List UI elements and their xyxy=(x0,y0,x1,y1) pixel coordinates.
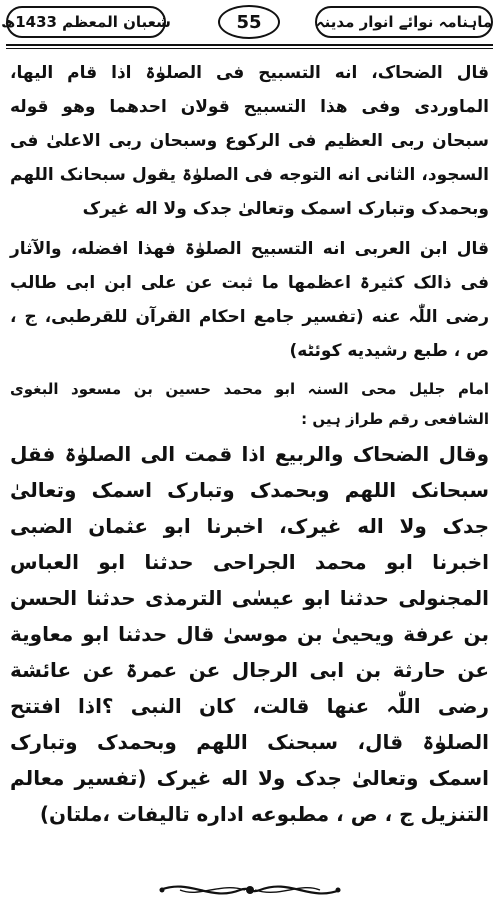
article-body xyxy=(10,56,489,832)
paragraph-dahhak: قال الضحاک، انه التسبیح فی الصلوٰۃ اذا قام الیها، الماوردی وفی هذا التسبیح قولان احدهما وهو قوله سبحان ربی العظیم فی الرکوع وسبحان ربی الاعلیٰ فی السجود، الثانی انه التوجه فی الصلوٰۃ یقول سبحانک اللهم وبحمدک وتبارک اسمک وتعالیٰ جدک ولا اله غیرک xyxy=(10,63,489,219)
issue-date-badge: شعبان المعظم 1433ھ xyxy=(6,6,166,38)
page-header xyxy=(1,4,493,46)
magazine-title: ماہنامہ نوائے انوار مدینہ xyxy=(315,6,493,38)
header-rule xyxy=(6,44,493,46)
paragraph-baghawi-quote: وقال الضحاک والربیع اذا قمت الی الصلوٰۃ فقل سبحانک اللهم وبحمدک وتبارک اسمک وتعالیٰ جدک ولا اله غیرک، اخبرنا ابو عثمان الضبی اخبرنا ابو محمد الجراحی حدثنا ابو العباس المجنولی حدثنا ابو عیسٰی الترمذی حدثنا الحسن بن عرفة ویحییٰ بن موسیٰ قال حدثنا ابو معاویة عن حارثة بن ابی الرجال عن عمرۃ عن عائشة رضی اللّٰہ عنها قالت، کان النبی ؟اذا افتتح الصلوٰۃ قال، سبحنک اللهم وبحمدک وتبارک اسمک وتعالیٰ جدک ولا اله غیرک (تفسیر معالم التنزیل ج ، ص ، مطبوعه اداره تالیفات ،ملتان) xyxy=(10,442,489,826)
paragraph-baghawi-intro: امام جلیل محی السنہ ابو محمد حسین بن مسعود البغوی الشافعی رقم طراز ہیں : xyxy=(10,380,489,428)
page-number: 55 xyxy=(218,5,280,39)
header-rule-thin xyxy=(6,48,493,49)
paragraph-ibn-arabi: قال ابن العربی انه التسبیح الصلوٰۃ فهذا افضله، والآثار فی ذالک کثیرۃ اعظمها ما ثبت عن علی ابن ابی طالب رضی اللّٰہ عنه (تفسیر جامع احکام القرآن للقرطبی، ج ، ص ، طبع رشیدیه کوئٹه) xyxy=(10,239,489,361)
ornamental-divider-icon xyxy=(150,876,350,904)
